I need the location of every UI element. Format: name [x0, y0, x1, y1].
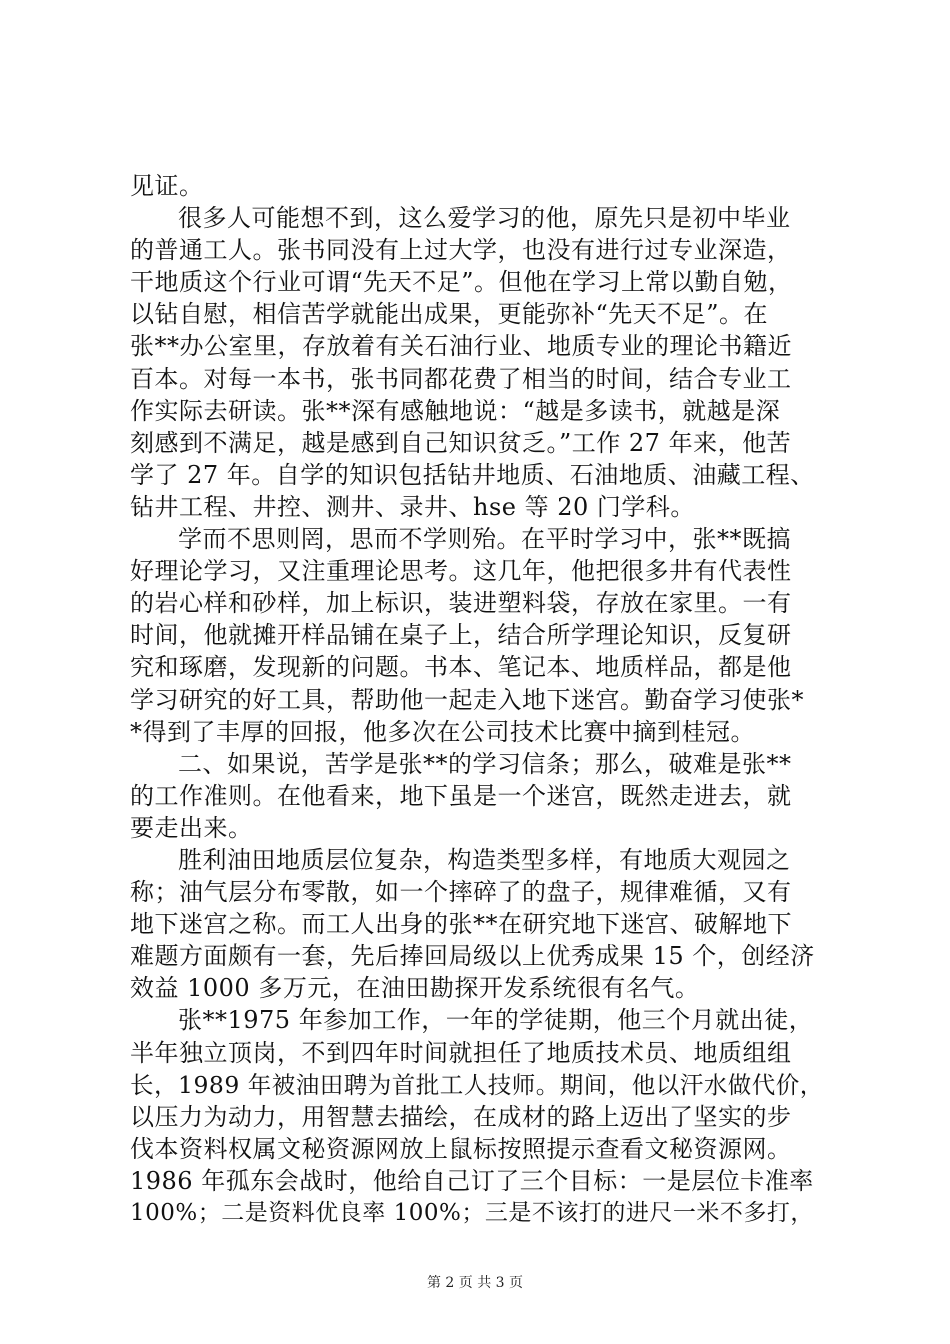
text-line: 的岩心样和砂样，加上标识，装进塑料袋，存放在家里。一有	[130, 589, 792, 618]
text-line: 张**办公室里，存放着有关石油行业、地质专业的理论书籍近	[130, 332, 792, 361]
document-body	[130, 170, 824, 1229]
text-line: *得到了丰厚的回报，他多次在公司技术比赛中摘到桂冠。	[130, 717, 755, 746]
text-line: 的普通工人。张书同没有上过大学，也没有进行过专业深造，	[130, 236, 792, 265]
text-line: 胜利油田地质层位复杂，构造类型多样，有地质大观园之	[178, 845, 791, 874]
text-line: 称；油气层分布零散，如一个摔碎了的盘子，规律难循，又有	[130, 878, 792, 907]
text-line: 二、如果说，苦学是张**的学习信条；那么，破难是张**	[178, 749, 792, 778]
text-line: 很多人可能想不到，这么爱学习的他，原先只是初中毕业	[178, 204, 791, 233]
text-line: 时间，他就摊开样品铺在桌子上，结合所学理论知识，反复研	[130, 621, 792, 650]
text-line: 100%；二是资料优良率 100%；三是不该打的进尺一米不多打，	[130, 1200, 814, 1226]
text-line: 要走出来。	[130, 813, 253, 842]
text-line: 刻感到不满足，越是感到自己知识贫乏。”工作 27 年来，他苦	[130, 428, 792, 457]
text-line: 学了 27 年。自学的知识包括钻井地质、石油地质、油藏工程、	[130, 460, 815, 489]
text-line: 干地质这个行业可谓“先天不足”。但他在学习上常以勤自勉，	[130, 268, 793, 297]
text-line: 好理论学习，又注重理论思考。这几年，他把很多井有代表性	[130, 557, 792, 586]
text-line: 学而不思则罔，思而不学则殆。在平时学习中，张**既搞	[178, 525, 791, 554]
text-line: 难题方面颇有一套，先后捧回局级以上优秀成果 15 个，创经济	[130, 942, 815, 971]
text-line: 钻井工程、井控、测井、录井、hse 等 20 门学科。	[130, 492, 695, 521]
text-line: 作实际去研读。张**深有感触地说：“越是多读书，就越是深	[130, 396, 781, 425]
text-line: 效益 1000 多万元，在油田勘探开发系统很有名气。	[130, 974, 700, 1003]
text-line: 地下迷宫之称。而工人出身的张**在研究地下迷宫、破解地下	[130, 910, 792, 939]
text-line: 以钻自慰，相信苦学就能出成果，更能弥补“先天不足”。在	[130, 300, 769, 329]
text-line: 1986 年孤东会战时，他给自己订了三个目标：一是层位卡准率	[130, 1166, 814, 1195]
text-line: 究和琢磨，发现新的问题。书本、笔记本、地质样品，都是他	[130, 653, 792, 682]
text-line: 以压力为动力，用智慧去描绘，在成材的路上迈出了坚实的步	[130, 1102, 792, 1131]
page-footer: 第 2 页 共 3 页	[426, 1275, 524, 1291]
text-line: 见证。	[130, 172, 204, 200]
text-line: 半年独立顶岗，不到四年时间就担任了地质技术员、地质组组	[130, 1038, 792, 1067]
text-line: 伐本资料权属文秘资源网放上鼠标按照提示查看文秘资源网。	[130, 1134, 792, 1163]
text-line: 百本。对每一本书，张书同都花费了相当的时间，结合专业工	[130, 364, 792, 393]
text-line: 学习研究的好工具，帮助他一起走入地下迷宫。勤奋学习使张*	[130, 685, 804, 714]
text-line: 张**1975 年参加工作，一年的学徒期，他三个月就出徒，	[178, 1006, 814, 1035]
text-line: 长，1989 年被油田聘为首批工人技师。期间，他以汗水做代价，	[130, 1070, 824, 1099]
text-line: 的工作准则。在他看来，地下虽是一个迷宫，既然走进去，就	[130, 781, 792, 810]
